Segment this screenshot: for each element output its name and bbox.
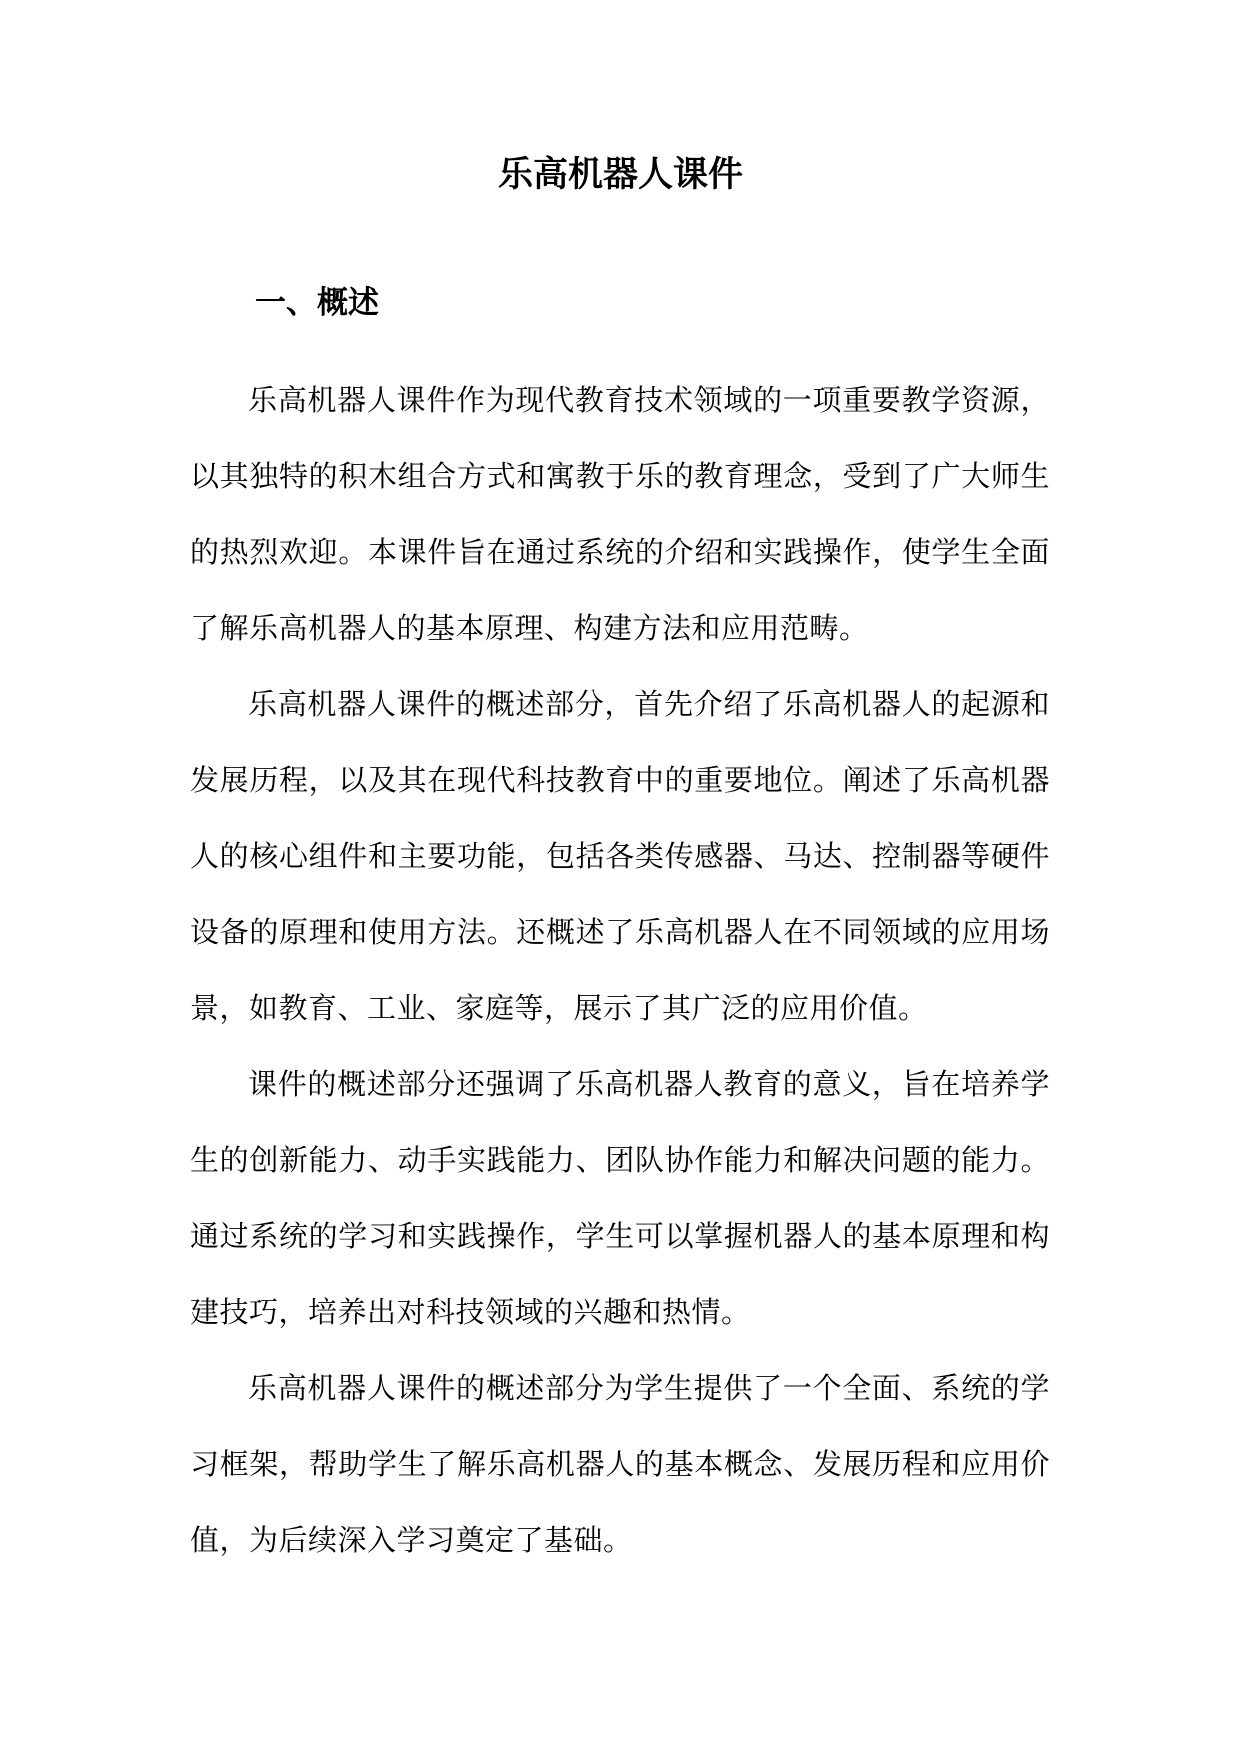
section-heading: 一、概述 (255, 285, 379, 321)
section-body (190, 362, 1050, 1578)
paragraph-3: 课件的概述部分还强调了乐高机器人教育的意义，旨在培养学生的创新能力、动手实践能力、团队协作能力和解决问题的能力。通过系统的学习和实践操作，学生可以掌握机器人的基本原理和构建技巧，培养出对科技领域的兴趣和热情。 (190, 1067, 1050, 1329)
document-title: 乐高机器人课件 (497, 155, 743, 195)
paragraph-1: 乐高机器人课件作为现代教育技术领域的一项重要教学资源，以其独特的积木组合方式和寓教于乐的教育理念，受到了广大师生的热烈欢迎。本课件旨在通过系统的介绍和实践操作，使学生全面了解乐高机器人的基本原理、构建方法和应用范畴。 (190, 383, 1050, 645)
paragraph-2: 乐高机器人课件的概述部分，首先介绍了乐高机器人的起源和发展历程，以及其在现代科技教育中的重要地位。阐述了乐高机器人的核心组件和主要功能，包括各类传感器、马达、控制器等硬件设备的原理和使用方法。还概述了乐高机器人在不同领域的应用场景，如教育、工业、家庭等，展示了其广泛的应用价值。 (190, 687, 1050, 1025)
paragraph-4: 乐高机器人课件的概述部分为学生提供了一个全面、系统的学习框架，帮助学生了解乐高机器人的基本概念、发展历程和应用价值，为后续深入学习奠定了基础。 (190, 1371, 1050, 1557)
